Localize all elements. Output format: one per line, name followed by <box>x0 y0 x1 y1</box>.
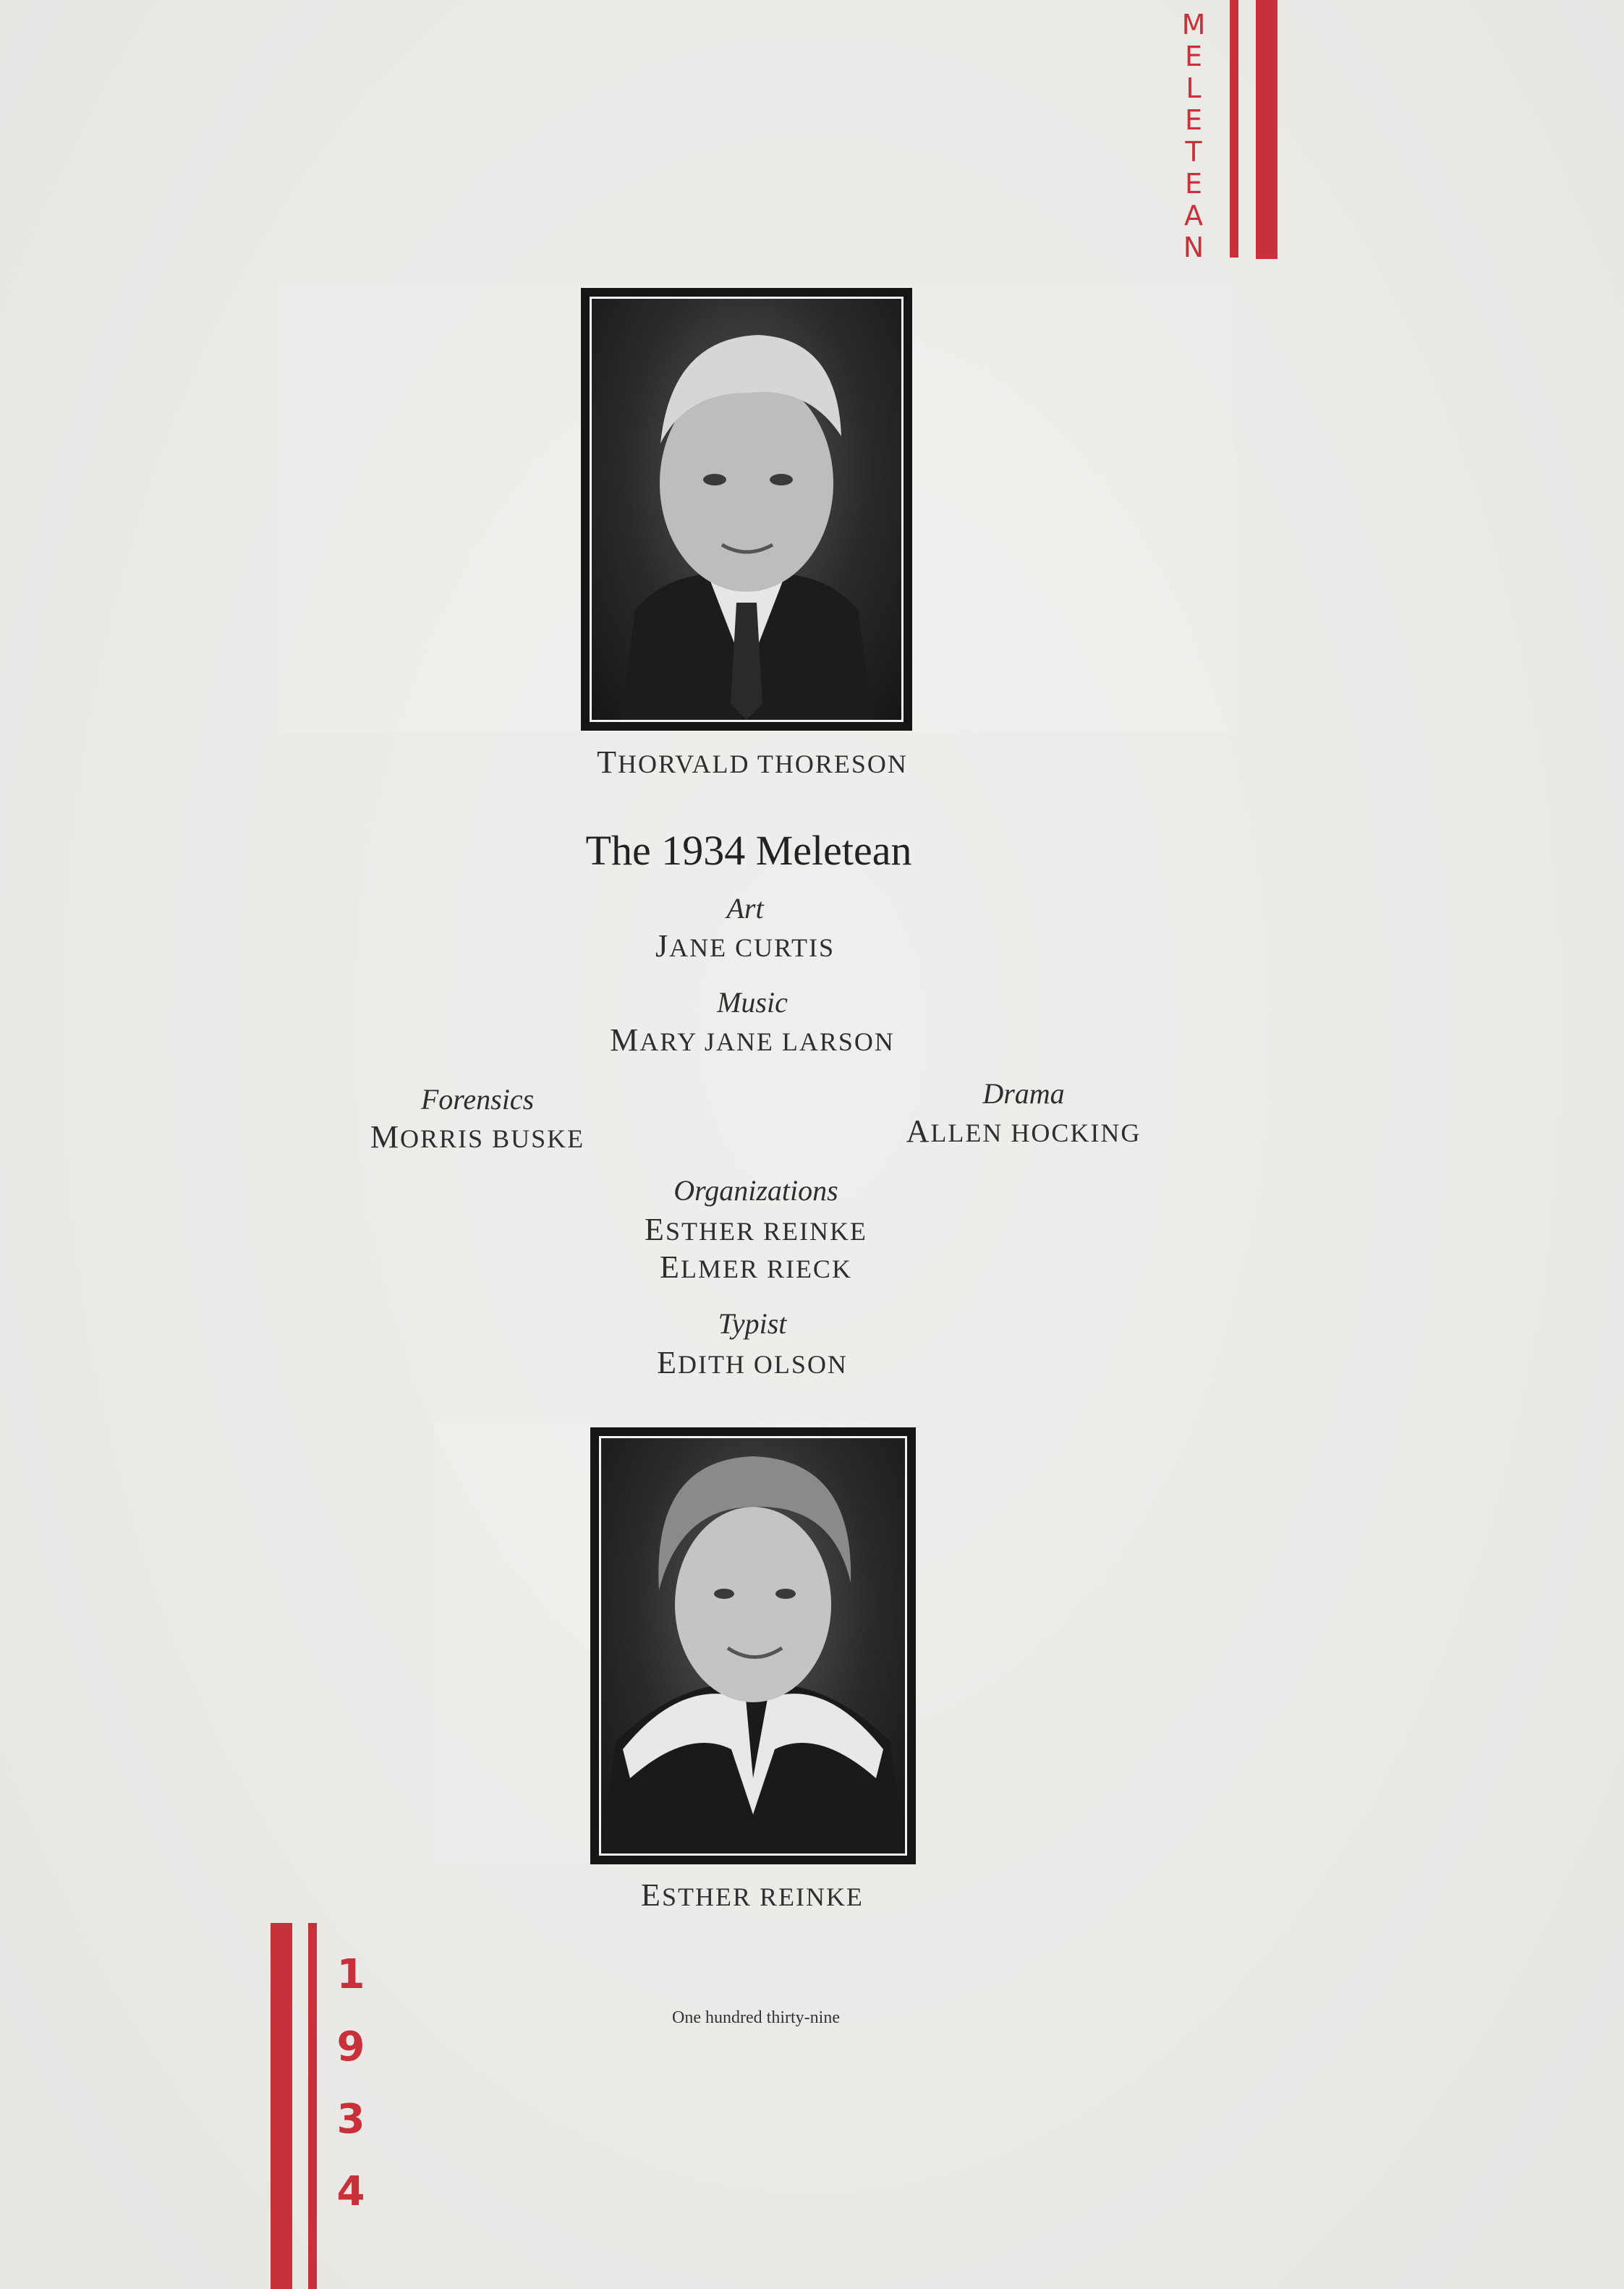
portrait-top <box>581 288 912 731</box>
year-digit: 1 <box>336 1951 365 1998</box>
role-typist: Typist <box>718 1307 787 1340</box>
red-stripe-thin-top <box>1230 0 1238 258</box>
year-digit: 4 <box>336 2168 365 2215</box>
name-morris-buske: MORRIS BUSKE <box>370 1119 585 1155</box>
name-elmer-rieck: ELMER RIECK <box>660 1249 852 1285</box>
name-edith-olson: EDITH OLSON <box>657 1345 848 1380</box>
name-allen-hocking: ALLEN HOCKING <box>906 1113 1142 1149</box>
role-drama: Drama <box>982 1077 1065 1110</box>
vertical-letter: M <box>1181 9 1206 41</box>
portrait-bottom-caption: ESTHER REINKE <box>641 1877 864 1913</box>
portrait-top-figure <box>592 299 901 720</box>
role-art: Art <box>726 892 764 925</box>
portrait-top-photo <box>590 297 904 722</box>
vertical-letter: L <box>1186 72 1202 104</box>
vertical-letter: E <box>1184 104 1202 136</box>
portrait-bottom-photo <box>599 1436 907 1856</box>
vertical-letter: A <box>1184 200 1203 232</box>
vertical-letter: E <box>1184 41 1202 72</box>
name-jane-curtis: JANE CURTIS <box>655 928 835 964</box>
vertical-letter: N <box>1183 232 1204 263</box>
role-forensics: Forensics <box>420 1083 535 1116</box>
role-music: Music <box>717 986 788 1019</box>
vertical-letter: T <box>1185 136 1202 168</box>
red-stripe-thick-top <box>1256 0 1277 259</box>
portrait-bottom-figure <box>601 1438 905 1853</box>
red-stripe-thin-bottom <box>308 1923 317 2289</box>
page-number: One hundred thirty-nine <box>672 2008 840 2027</box>
role-organizations: Organizations <box>673 1174 838 1207</box>
name-esther-reinke: ESTHER REINKE <box>645 1212 867 1247</box>
vertical-letter: E <box>1184 168 1202 200</box>
portrait-bottom <box>590 1427 916 1864</box>
year-digit: 9 <box>336 2023 365 2071</box>
name-mary-jane-larson: MARY JANE LARSON <box>610 1022 895 1058</box>
portrait-top-caption: THORVALD THORESON <box>597 744 908 780</box>
year-digit: 3 <box>336 2096 365 2143</box>
vertical-title-meletean <box>1179 9 1208 263</box>
page-title: The 1934 Meletean <box>585 827 912 874</box>
vertical-year-1934 <box>326 1939 376 2228</box>
red-stripe-thick-bottom <box>271 1923 292 2289</box>
